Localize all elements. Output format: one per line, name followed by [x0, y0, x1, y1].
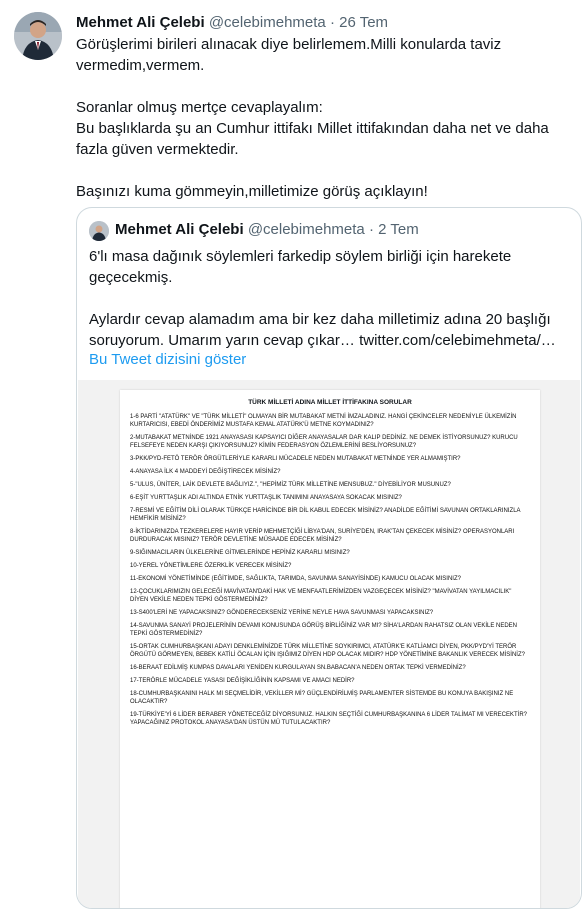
- quoted-line: 6'lı masa dağınık söylemleri farkedip söylem birliği için harekete geçecekmiş.: [89, 248, 512, 286]
- author-handle[interactable]: @celebimehmeta: [208, 14, 326, 31]
- document-question: 9-SIĞINMACILARIN ÜLKELERİNE GİTMELERİNDE HEPİNİZ KARARLI MISINIZ?: [130, 550, 350, 556]
- document-question: 8-İKTİDARINIZDA TEZKERELERE HAYIR VERİP MEHMETÇİĞİ LİBYA'DAN, SURİYE'DEN, IRAK'TAN ÇEKECEK MİSİNİZ? OPERASYONLARI DURDURACAK MISINIZ? TERÖR DEVLETİNE MÜSAADE EDECEK MİSİNİZ?: [130, 529, 515, 543]
- document-question: 4-ANAYASA İLK 4 MADDEYİ DEĞİŞTİRECEK MİSİNİZ?: [130, 469, 281, 475]
- document-question: 3-PKK/PYD-FETÖ TERÖR ÖRGÜTLERİYLE KARARLI MÜCADELE NEDEN MUTABAKAT METNİNDE YER ALMAMIŞTIR?: [130, 456, 461, 462]
- author-avatar[interactable]: [14, 12, 62, 60]
- document-question: 18-CUMHURBAŞKANINI HALK MI SEÇMELİDİR, VEKİLLER Mİ? GÜÇLENDİRİLMİŞ PARLAMENTER SİSTEMDE BU KONUYA BAKIŞINIZ NE OLACAKTIR?: [130, 691, 514, 705]
- avatar-photo-icon: [14, 12, 62, 60]
- show-thread-link[interactable]: Bu Tweet dizisini göster: [89, 351, 247, 368]
- document-question: 7-RESMİ VE EĞİTİM DİLİ OLARAK TÜRKÇE HARİCİNDE BİR DİL KABUL EDECEK MİSİNİZ? ANADİLDE EĞİTİMİ SAVUNAN ORTAKLARINIZLA HEMFİKİR MİSİNİZ?: [130, 508, 521, 522]
- document-question: 16-BERAAT EDİLMİŞ KUMPAS DAVALARI YENİDEN KURGULAYAN SN.BABACAN'A NEDEN ORTAK TEPKİ VERMEDİNİZ?: [130, 665, 466, 671]
- quoted-tweet-date: 2 Tem: [378, 221, 419, 238]
- document-question: 13-S400'LERİ NE YAPACAKSINIZ? GÖNDERECEKSENİZ YERİNE NEYLE HAVA SAVUNMASI YAPACAKSINIZ?: [130, 610, 434, 616]
- quoted-author-avatar: [89, 221, 109, 241]
- quoted-line: Aylardır cevap alamadım ama bir kez daha milletimiz adına 20 başlığı soruyorum. Umarım yarın cevap çıkar… twitter.com/celebimehmeta/…: [89, 311, 556, 349]
- quoted-tweet-header: [115, 220, 419, 240]
- avatar-photo-icon: [89, 221, 109, 241]
- author-name[interactable]: Mehmet Ali Çelebi: [76, 14, 205, 31]
- document-question: 17-TERÖRLE MÜCADELE YASASI DEĞİŞİKLİĞİNİN KAPSAMI VE AMACI NEDİR?: [130, 678, 355, 684]
- document-question: 19-TÜRKİYE'Yİ 6 LİDER BERABER YÖNETECEĞİZ DİYORSUNUZ. HALKIN SEÇTİĞİ CUMHURBAŞKANINA 6 LİDER TALİMAT MI VERECEKTİR? YAPACAĞINIZ PROTOKOL ANAYASA'DAN ÜSTÜN MÜ TUTULACAKTIR?: [130, 712, 528, 726]
- separator-dot: ·: [329, 14, 335, 31]
- tweet-line: Bu başlıklarda şu an Cumhur ittifakı Millet ittifakından daha net ve daha fazla güven vermektedir.: [76, 120, 549, 158]
- tweet-header: [76, 13, 388, 33]
- separator-dot: ·: [368, 221, 374, 238]
- document-question: 10-YEREL YÖNETİMLERE ÖZERKLİK VERECEK MİSİNİZ?: [130, 563, 292, 569]
- document-question: 5-"ULUS, ÜNİTER, LAİK DEVLETE BAĞLIYIZ.", "HEPİMİZ TÜRK MİLLETİNE MENSUBUZ." DİYEBİLİYOR MUSUNUZ?: [130, 482, 451, 488]
- document-question: 2-MUTABAKAT METNİNDE 1921 ANAYASASI KAPSAYICI DİĞER ANAYASALAR DAR KALIP DEDİNİZ. NE DEMEK İSTİYORSUNUZ? KURUCU FELSEFEYE NEDEN KARŞI ÇIKIYORSUNUZ? KİMİN FEDERASYON ÖZLEMLERİNİ BESLİYORSUNUZ?: [130, 435, 518, 449]
- tweet-line: Başınızı kuma gömmeyin,milletimize görüş açıklayın!: [76, 183, 428, 200]
- document-question: 14-SAVUNMA SANAYİ PROJELERİNİN DEVAMI KONUSUNDA GÖRÜŞ BİRLİĞİNİZ VAR MI? SİHA'LARDAN RAHATSIZ OLAN VEKİLE NEDEN TEPKİ GÖSTERMEDİNİZ?: [130, 623, 518, 637]
- document-question: 15-ORTAK CUMHURBAŞKANI ADAYI DENKLEMİNİZDE TÜRK MİLLETİNE SOYKIRIMCI, ATATÜRK'E KATLİAMCI DİYEN, PKK/PYD'Yİ TERÖR ÖRGÜTÜ GÖRMEYEN, BEBEK KATİLİ ÖCALAN İÇİN IŞIĞIMIZ DİYEN HDP OLACAK MIDIR? HDP YÖNETİMİNE BAKANLIK VERECEK MİSİNİZ?: [130, 644, 525, 658]
- quoted-tweet-image[interactable]: [78, 380, 580, 909]
- quoted-author-name: Mehmet Ali Çelebi: [115, 221, 244, 238]
- tweet-text: [76, 34, 566, 202]
- document-question: 1-6 PARTİ "ATATÜRK" VE "TÜRK MİLLETİ" OLMAYAN BİR MUTABAKAT METNİ İMZALADINIZ. HANGİ ÇEKİNCELER NEDENİYLE ÜLKEMİZİN KURTARICISI, EBEDİ ÖNDERİMİZ MUSTAFA KEMAL ATATÜRK'Ü METNE KOYMADINIZ?: [130, 414, 517, 428]
- document-question: 11-EKONOMİ YÖNETİMİNDE (EĞİTİMDE, SAĞLIKTA, TARIMDA, SAVUNMA SANAYİSİNDE) KAMUCU OLACAK MISINIZ?: [130, 576, 461, 582]
- document-question: 6-EŞİT YURTTAŞLIK ADI ALTINDA ETNİK YURTTAŞLIK TANIMINI ANAYASAYA SOKACAK MISINIZ?: [130, 495, 402, 501]
- document-title: TÜRK MİLLETİ ADINA MİLLET İTTİFAKINA SORULAR: [248, 399, 412, 406]
- document-questions: [130, 413, 530, 727]
- quoted-tweet-text: [89, 246, 567, 351]
- tweet-line: Soranlar olmuş mertçe cevaplayalım:: [76, 99, 323, 116]
- tweet-line: Görüşlerimi birileri alınacak diye belirlemem.Milli konularda taviz vermedim,vermem.: [76, 36, 502, 74]
- document-question: 12-ÇOCUKLARIMIZIN GELECEĞİ MAVİVATAN'DAKİ HAK VE MENFAATLERİMİZDEN VAZGEÇECEK MİSİNİZ? "MAVİVATAN YAYILMACILIK" DİYEN VEKİLE NEDEN TEPKİ GÖSTERMEDİNİZ?: [130, 589, 512, 603]
- quoted-author-handle: @celebimehmeta: [247, 221, 365, 238]
- quoted-tweet[interactable]: [76, 207, 582, 909]
- document-page: [120, 390, 540, 909]
- tweet-date[interactable]: 26 Tem: [339, 14, 389, 31]
